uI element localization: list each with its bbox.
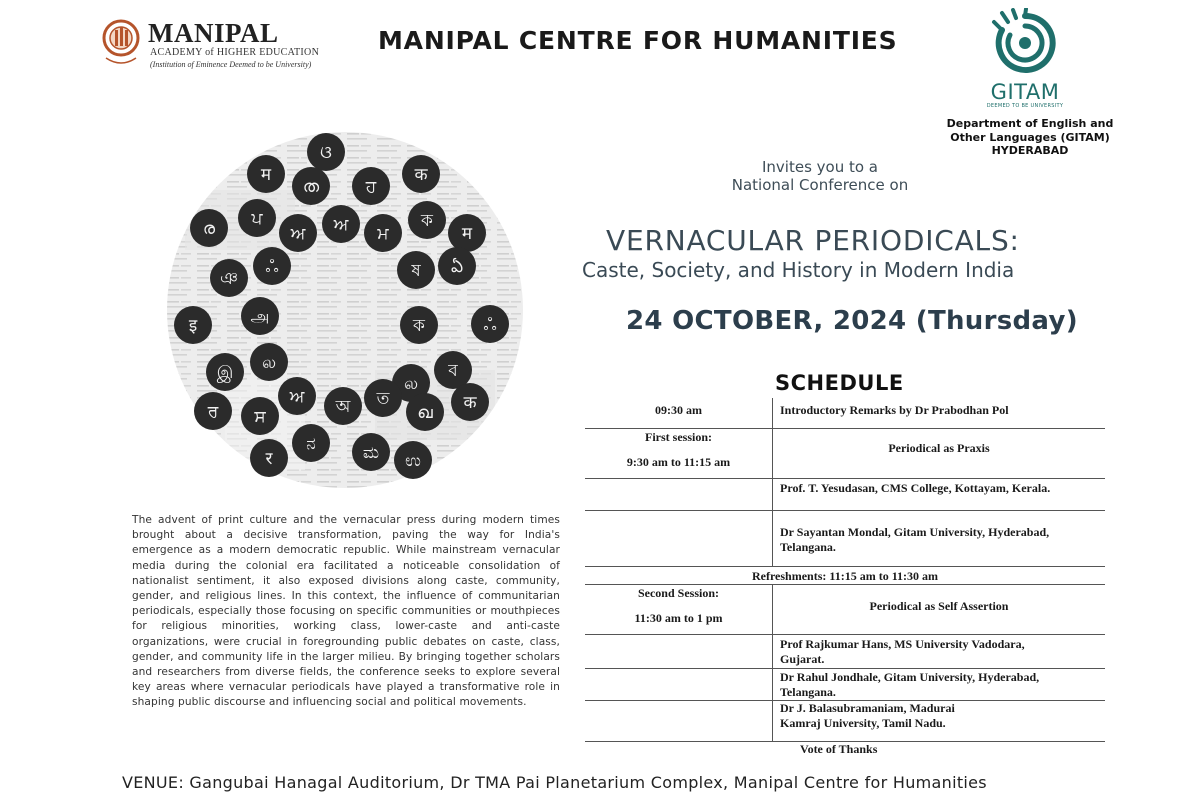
speaker-line: Kamraj University, Tamil Nadu. xyxy=(780,716,946,730)
invitation-text xyxy=(700,158,940,194)
speaker: Prof. T. Yesudasan, CMS College, Kottayam, Kerala. xyxy=(780,481,1051,495)
table-rule xyxy=(585,668,1105,669)
vote-of-thanks: Vote of Thanks xyxy=(800,742,878,756)
gitam-dept-line: Department of English and xyxy=(946,117,1114,130)
script-letter: म xyxy=(260,165,272,185)
manipal-name: MANIPAL xyxy=(148,18,279,48)
script-letter: ਅ xyxy=(289,387,305,407)
session-time: 9:30 am to 11:15 am xyxy=(626,455,731,469)
manipal-subtitle: ACADEMY of HIGHER EDUCATION xyxy=(150,47,320,58)
centre-title: MANIPAL CENTRE FOR HUMANITIES xyxy=(378,26,898,55)
script-letter: ಉ xyxy=(405,451,421,471)
venue: VENUE: Gangubai Hanagal Auditorium, Dr TMA Pai Planetarium Complex, Manipal Centre for Humanities xyxy=(122,773,987,792)
gitam-department xyxy=(938,117,1122,158)
speaker-line: Dr Rahul Jondhale, Gitam University, Hyderabad, xyxy=(780,670,1040,684)
script-letter: অ xyxy=(335,397,351,417)
table-rule xyxy=(585,634,1105,635)
gitam-deemed-text: DEEMED TO BE UNIVERSITY xyxy=(986,103,1064,109)
script-letter: ਅ xyxy=(290,224,306,244)
script-letter: ਪ xyxy=(251,209,263,229)
script-letter: இ xyxy=(216,363,234,383)
session-theme: Periodical as Praxis xyxy=(888,441,990,455)
conference-title: VERNACULAR PERIODICALS: xyxy=(606,224,1020,257)
speaker xyxy=(780,670,1039,700)
script-letter: ல xyxy=(261,353,277,373)
script-letter: क xyxy=(414,165,428,185)
script-letter: ఏ xyxy=(450,257,464,277)
schedule-event: Introductory Remarks by Dr Prabodhan Pol xyxy=(780,403,1009,417)
table-rule xyxy=(772,398,773,566)
speaker-line: Dr Sayantan Mondal, Gitam University, Hyderabad, xyxy=(780,525,1050,539)
script-letter: ষ xyxy=(411,261,421,281)
gitam-dept-line: HYDERABAD xyxy=(991,144,1069,157)
script-letter: ல xyxy=(403,374,419,394)
session-label: Second Session: xyxy=(637,586,720,600)
script-letter: ਅ xyxy=(333,215,349,235)
table-rule xyxy=(585,566,1105,567)
gitam-dept-line: Other Languages (GITAM) xyxy=(950,130,1110,144)
gitam-name: GITAM xyxy=(990,80,1060,104)
speaker xyxy=(780,525,1049,555)
script-letter: ര xyxy=(202,219,216,239)
script-letter: ಮ xyxy=(362,443,380,463)
speaker-line: Telangana. xyxy=(780,685,836,699)
speaker-line: Telangana. xyxy=(780,540,836,554)
schedule-heading: SCHEDULE xyxy=(775,371,904,395)
script-letter: ਰ xyxy=(207,402,219,422)
script-letter: அ xyxy=(250,307,270,327)
conference-description: The advent of print culture and the vernacular press during modern times brought about a decisive transformation, paving the way for India's emergence as a modern democratic republic. While mainstream vernacular media during the colonial era facilitated a noticeable consolidation of nationalist sentiment, it also exposed divisions along caste, community, gender, and religious lines. In this context, the influence of communitarian periodicals, especially those focusing on specific communities or mouthpieces for religious minorities, working class, lower-caste and anti-caste organizations, were crucial in foregrounding public debates on caste, class, gender, and community life in the larger milieu. By bringing together scholars and researchers from diverse fields, the conference seeks to explore several key areas where vernacular periodicals have played a transformative role in shaping public discourse and influencing social and political movements. xyxy=(132,514,560,709)
script-letter: म xyxy=(461,224,473,244)
invitation-line: Invites you to a xyxy=(761,158,878,176)
schedule-table xyxy=(585,398,1105,756)
conference-subtitle: Caste, Society, and History in Modern India xyxy=(582,258,1015,282)
gitam-emblem-icon xyxy=(990,8,1060,78)
script-letter: ত xyxy=(376,389,390,409)
session-label: First session: xyxy=(645,430,712,444)
script-letter: क xyxy=(463,393,477,413)
script-letter: ನ xyxy=(306,434,316,454)
script-letter: ଓ xyxy=(320,143,332,163)
speaker xyxy=(780,701,955,731)
script-letter: ਹ xyxy=(365,177,377,197)
speaker xyxy=(780,637,1025,667)
refreshments: Refreshments: 11:15 am to 11:30 am xyxy=(751,569,939,583)
table-rule xyxy=(585,478,1105,479)
script-letter: ഖ xyxy=(417,403,433,423)
script-letter: ஃ xyxy=(483,315,497,335)
script-letter: ব xyxy=(448,361,458,381)
manipal-tagline: (Institution of Eminence Deemed to be University) xyxy=(150,60,312,69)
script-letter: ঞ xyxy=(220,269,238,289)
conference-date: 24 OCTOBER, 2024 (Thursday) xyxy=(626,306,1078,336)
script-letter: ஃ xyxy=(265,257,279,277)
script-letter: ক xyxy=(413,316,425,336)
script-letter: ক xyxy=(421,211,433,231)
table-rule xyxy=(585,428,1105,429)
script-letter: इ xyxy=(188,316,198,336)
script-letter: ത xyxy=(302,177,320,197)
script-letters-illustration xyxy=(165,130,525,490)
speaker-line: Dr J. Balasubramaniam, Madurai xyxy=(780,701,955,715)
schedule-time: 09:30 am xyxy=(655,403,702,417)
table-rule xyxy=(585,584,1105,585)
session-time: 11:30 am to 1 pm xyxy=(634,611,723,625)
script-letter: ਮ xyxy=(377,224,389,244)
speaker-line: Prof Rajkumar Hans, MS University Vadodara, xyxy=(780,637,1025,651)
script-letter: ਸ xyxy=(254,407,266,427)
manipal-logo xyxy=(100,18,320,74)
invitation-line: National Conference on xyxy=(731,176,909,194)
script-letter: र xyxy=(265,449,273,469)
speaker-line: Gujarat. xyxy=(780,652,825,666)
table-rule xyxy=(585,510,1105,511)
session-theme: Periodical as Self Assertion xyxy=(869,599,1009,613)
manipal-emblem-icon xyxy=(100,18,142,70)
